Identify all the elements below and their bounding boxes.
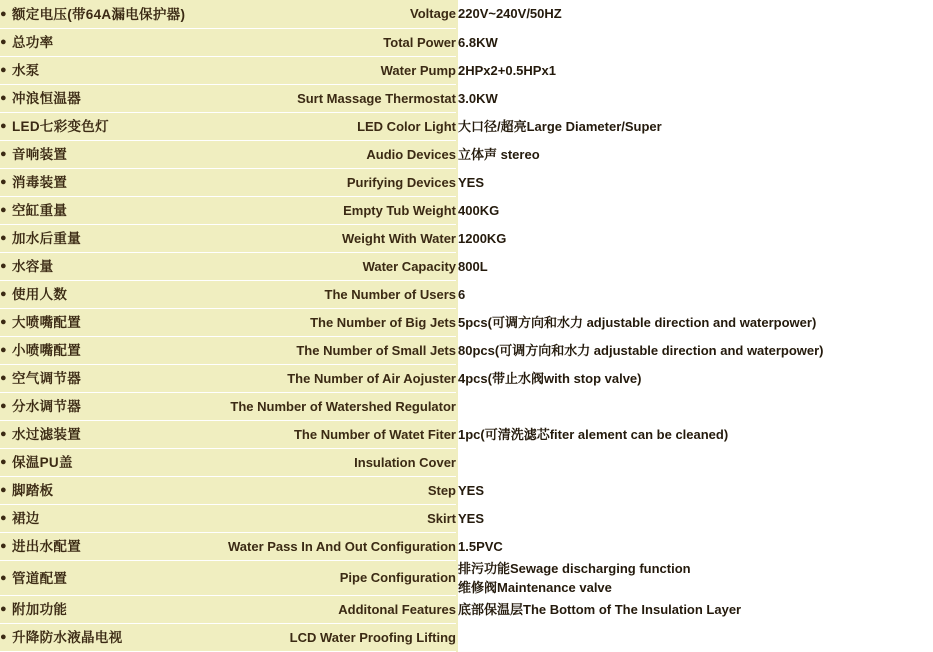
bullet-icon: ● bbox=[0, 631, 7, 644]
spec-value-line: 4pcs(带止水阀with stop valve) bbox=[458, 370, 642, 386]
spec-value bbox=[457, 140, 933, 168]
bullet-icon: ● bbox=[0, 484, 7, 497]
spec-label-english: Water Capacity bbox=[175, 252, 457, 280]
table-row bbox=[0, 196, 933, 224]
spec-label-english: Additonal Features bbox=[175, 595, 457, 623]
bullet-icon: ● bbox=[0, 540, 7, 553]
bullet-icon: ● bbox=[0, 571, 7, 584]
spec-label-english: Insulation Cover bbox=[175, 448, 457, 476]
spec-value-line: 5pcs(可调方向和水力 adjustable direction and waterpower) bbox=[458, 314, 817, 330]
spec-label-chinese-text: 消毒装置 bbox=[12, 175, 68, 191]
table-row bbox=[0, 364, 933, 392]
spec-label-english: Purifying Devices bbox=[175, 168, 457, 196]
table-row bbox=[0, 623, 933, 651]
spec-value bbox=[457, 504, 933, 532]
spec-label-chinese bbox=[0, 252, 175, 280]
table-row bbox=[0, 252, 933, 280]
bullet-icon: ● bbox=[0, 92, 7, 105]
spec-value bbox=[457, 532, 933, 560]
bullet-icon: ● bbox=[0, 7, 7, 20]
spec-label-chinese bbox=[0, 0, 186, 28]
spec-label-english: Audio Devices bbox=[175, 140, 457, 168]
spec-label-english: The Number of Small Jets bbox=[175, 336, 457, 364]
spec-label-chinese bbox=[0, 196, 175, 224]
table-row bbox=[0, 560, 933, 595]
spec-label-chinese bbox=[0, 623, 175, 651]
spec-label-chinese-text: 进出水配置 bbox=[12, 539, 81, 555]
spec-label-chinese bbox=[0, 112, 175, 140]
spec-label-english: Empty Tub Weight bbox=[175, 196, 457, 224]
spec-label-english: Step bbox=[175, 476, 457, 504]
spec-value bbox=[457, 56, 933, 84]
spec-value bbox=[457, 560, 933, 595]
spec-value bbox=[457, 420, 933, 448]
spec-label-english: Voltage bbox=[175, 0, 457, 28]
spec-label-chinese bbox=[0, 336, 175, 364]
spec-label-chinese bbox=[0, 504, 175, 532]
spec-value bbox=[457, 28, 933, 56]
spec-value bbox=[457, 0, 933, 28]
spec-label-english: The Number of Watet Fiter bbox=[175, 420, 457, 448]
spec-label-english: LCD Water Proofing Lifting bbox=[175, 623, 457, 651]
spec-label-chinese-text: 额定电压(带64A漏电保护器) bbox=[12, 6, 186, 22]
spec-label-chinese bbox=[0, 448, 175, 476]
spec-value bbox=[457, 595, 933, 623]
table-row bbox=[0, 420, 933, 448]
table-row bbox=[0, 84, 933, 112]
bullet-icon: ● bbox=[0, 344, 7, 357]
bullet-icon: ● bbox=[0, 512, 7, 525]
spec-value bbox=[457, 364, 933, 392]
spec-value bbox=[457, 308, 933, 336]
table-row bbox=[0, 28, 933, 56]
spec-value-line: 大口径/超亮Large Diameter/Super bbox=[458, 118, 662, 134]
spec-label-english: The Number of Big Jets bbox=[175, 308, 457, 336]
spec-label-english: Total Power bbox=[175, 28, 457, 56]
spec-label-chinese bbox=[0, 364, 175, 392]
spec-value bbox=[457, 623, 933, 651]
spec-label-chinese bbox=[0, 532, 175, 560]
spec-label-english: Weight With Water bbox=[175, 224, 457, 252]
spec-label-chinese bbox=[0, 420, 175, 448]
spec-label-chinese bbox=[0, 280, 175, 308]
bullet-icon: ● bbox=[0, 428, 7, 441]
spec-label-chinese-text: 脚踏板 bbox=[12, 483, 54, 499]
spec-value bbox=[457, 392, 933, 420]
table-row bbox=[0, 56, 933, 84]
spec-value-line: 800L bbox=[458, 258, 488, 274]
bullet-icon: ● bbox=[0, 288, 7, 301]
table-row bbox=[0, 336, 933, 364]
spec-label-chinese-text: 裙边 bbox=[12, 511, 40, 527]
spec-label-english: The Number of Watershed Regulator bbox=[175, 392, 457, 420]
table-row bbox=[0, 392, 933, 420]
bullet-icon: ● bbox=[0, 456, 7, 469]
table-row bbox=[0, 532, 933, 560]
bullet-icon: ● bbox=[0, 372, 7, 385]
bullet-icon: ● bbox=[0, 148, 7, 161]
table-row bbox=[0, 476, 933, 504]
spec-value-line: 6.8KW bbox=[458, 34, 498, 50]
spec-value bbox=[457, 84, 933, 112]
spec-value-line: 3.0KW bbox=[458, 90, 498, 106]
spec-value-line: 80pcs(可调方向和水力 adjustable direction and waterpower) bbox=[458, 342, 824, 358]
bullet-icon: ● bbox=[0, 260, 7, 273]
spec-value-line: 6 bbox=[458, 286, 466, 302]
table-row bbox=[0, 280, 933, 308]
bullet-icon: ● bbox=[0, 603, 7, 616]
spec-value-line: 1pc(可清洗滤芯fiter alement can be cleaned) bbox=[458, 426, 729, 442]
bullet-icon: ● bbox=[0, 120, 7, 133]
spec-value-line: 220V~240V/50HZ bbox=[458, 6, 562, 22]
spec-label-chinese bbox=[0, 595, 175, 623]
spec-value bbox=[457, 476, 933, 504]
spec-label-chinese-text: 水泵 bbox=[12, 63, 40, 79]
spec-label-chinese-text: LED七彩变色灯 bbox=[12, 119, 109, 135]
bullet-icon: ● bbox=[0, 176, 7, 189]
spec-value-line: YES bbox=[458, 174, 485, 190]
spec-value-line: 1.5PVC bbox=[458, 538, 503, 554]
spec-label-english: Pipe Configuration bbox=[175, 560, 457, 595]
bullet-icon: ● bbox=[0, 36, 7, 49]
spec-value-line: 底部保温层The Bottom of The Insulation Layer bbox=[458, 601, 742, 617]
spec-label-chinese-text: 保温PU盖 bbox=[12, 455, 73, 471]
spec-label-chinese bbox=[0, 560, 175, 595]
spec-label-chinese-text: 使用人数 bbox=[12, 287, 68, 303]
spec-value-line: 维修阀Maintenance valve bbox=[458, 579, 612, 595]
spec-label-chinese-text: 分水调节器 bbox=[12, 399, 81, 415]
spec-label-chinese-text: 管道配置 bbox=[12, 570, 68, 586]
spec-value bbox=[457, 168, 933, 196]
spec-label-chinese bbox=[0, 308, 175, 336]
table-row bbox=[0, 140, 933, 168]
spec-label-chinese-text: 水过滤装置 bbox=[12, 427, 81, 443]
spec-value bbox=[457, 252, 933, 280]
spec-label-english: Water Pump bbox=[175, 56, 457, 84]
table-row bbox=[0, 224, 933, 252]
spec-label-english: Water Pass In And Out Configuration bbox=[175, 532, 457, 560]
spec-label-chinese-text: 水容量 bbox=[12, 259, 54, 275]
spec-value bbox=[457, 448, 933, 476]
spec-label-chinese bbox=[0, 140, 175, 168]
spec-label-english: Skirt bbox=[175, 504, 457, 532]
spec-label-chinese-text: 冲浪恒温器 bbox=[12, 91, 81, 107]
spec-label-chinese-text: 加水后重量 bbox=[12, 231, 81, 247]
bullet-icon: ● bbox=[0, 232, 7, 245]
spec-label-english: LED Color Light bbox=[175, 112, 457, 140]
spec-label-chinese bbox=[0, 28, 175, 56]
spec-label-chinese-text: 小喷嘴配置 bbox=[12, 343, 81, 359]
spec-value bbox=[457, 336, 933, 364]
table-row bbox=[0, 308, 933, 336]
spec-label-chinese bbox=[0, 224, 175, 252]
table-row bbox=[0, 448, 933, 476]
spec-label-chinese bbox=[0, 168, 175, 196]
spec-label-chinese bbox=[0, 56, 175, 84]
spec-label-chinese-text: 附加功能 bbox=[12, 602, 68, 618]
spec-value bbox=[457, 280, 933, 308]
spec-value-line: 400KG bbox=[458, 202, 500, 218]
spec-label-chinese bbox=[0, 392, 175, 420]
spec-label-chinese-text: 空气调节器 bbox=[12, 371, 81, 387]
spec-label-chinese-text: 升降防水液晶电视 bbox=[12, 630, 123, 646]
spec-label-english: The Number of Air Aojuster bbox=[175, 364, 457, 392]
spec-value bbox=[457, 224, 933, 252]
spec-value bbox=[457, 196, 933, 224]
bullet-icon: ● bbox=[0, 400, 7, 413]
spec-label-chinese bbox=[0, 476, 175, 504]
spec-value-line: YES bbox=[458, 510, 485, 526]
spec-value-line: YES bbox=[458, 482, 485, 498]
table-row bbox=[0, 595, 933, 623]
spec-label-chinese-text: 总功率 bbox=[12, 35, 54, 51]
spec-value-line: 排污功能Sewage discharging function bbox=[458, 560, 691, 576]
spec-label-english: Surt Massage Thermostat bbox=[175, 84, 457, 112]
spec-label-chinese-text: 音响装置 bbox=[12, 147, 68, 163]
bullet-icon: ● bbox=[0, 316, 7, 329]
spec-value-line: 1200KG bbox=[458, 230, 507, 246]
spec-value bbox=[457, 112, 933, 140]
spec-value-line: 立体声 stereo bbox=[458, 146, 540, 162]
spec-label-english: The Number of Users bbox=[175, 280, 457, 308]
table-row bbox=[0, 168, 933, 196]
spec-label-chinese bbox=[0, 84, 175, 112]
spec-value-line: 2HPx2+0.5HPx1 bbox=[458, 62, 556, 78]
bullet-icon: ● bbox=[0, 204, 7, 217]
table-row bbox=[0, 504, 933, 532]
spec-label-chinese-text: 大喷嘴配置 bbox=[12, 315, 81, 331]
spec-label-chinese-text: 空缸重量 bbox=[12, 203, 68, 219]
table-row bbox=[0, 0, 933, 28]
bullet-icon: ● bbox=[0, 64, 7, 77]
table-row bbox=[0, 112, 933, 140]
